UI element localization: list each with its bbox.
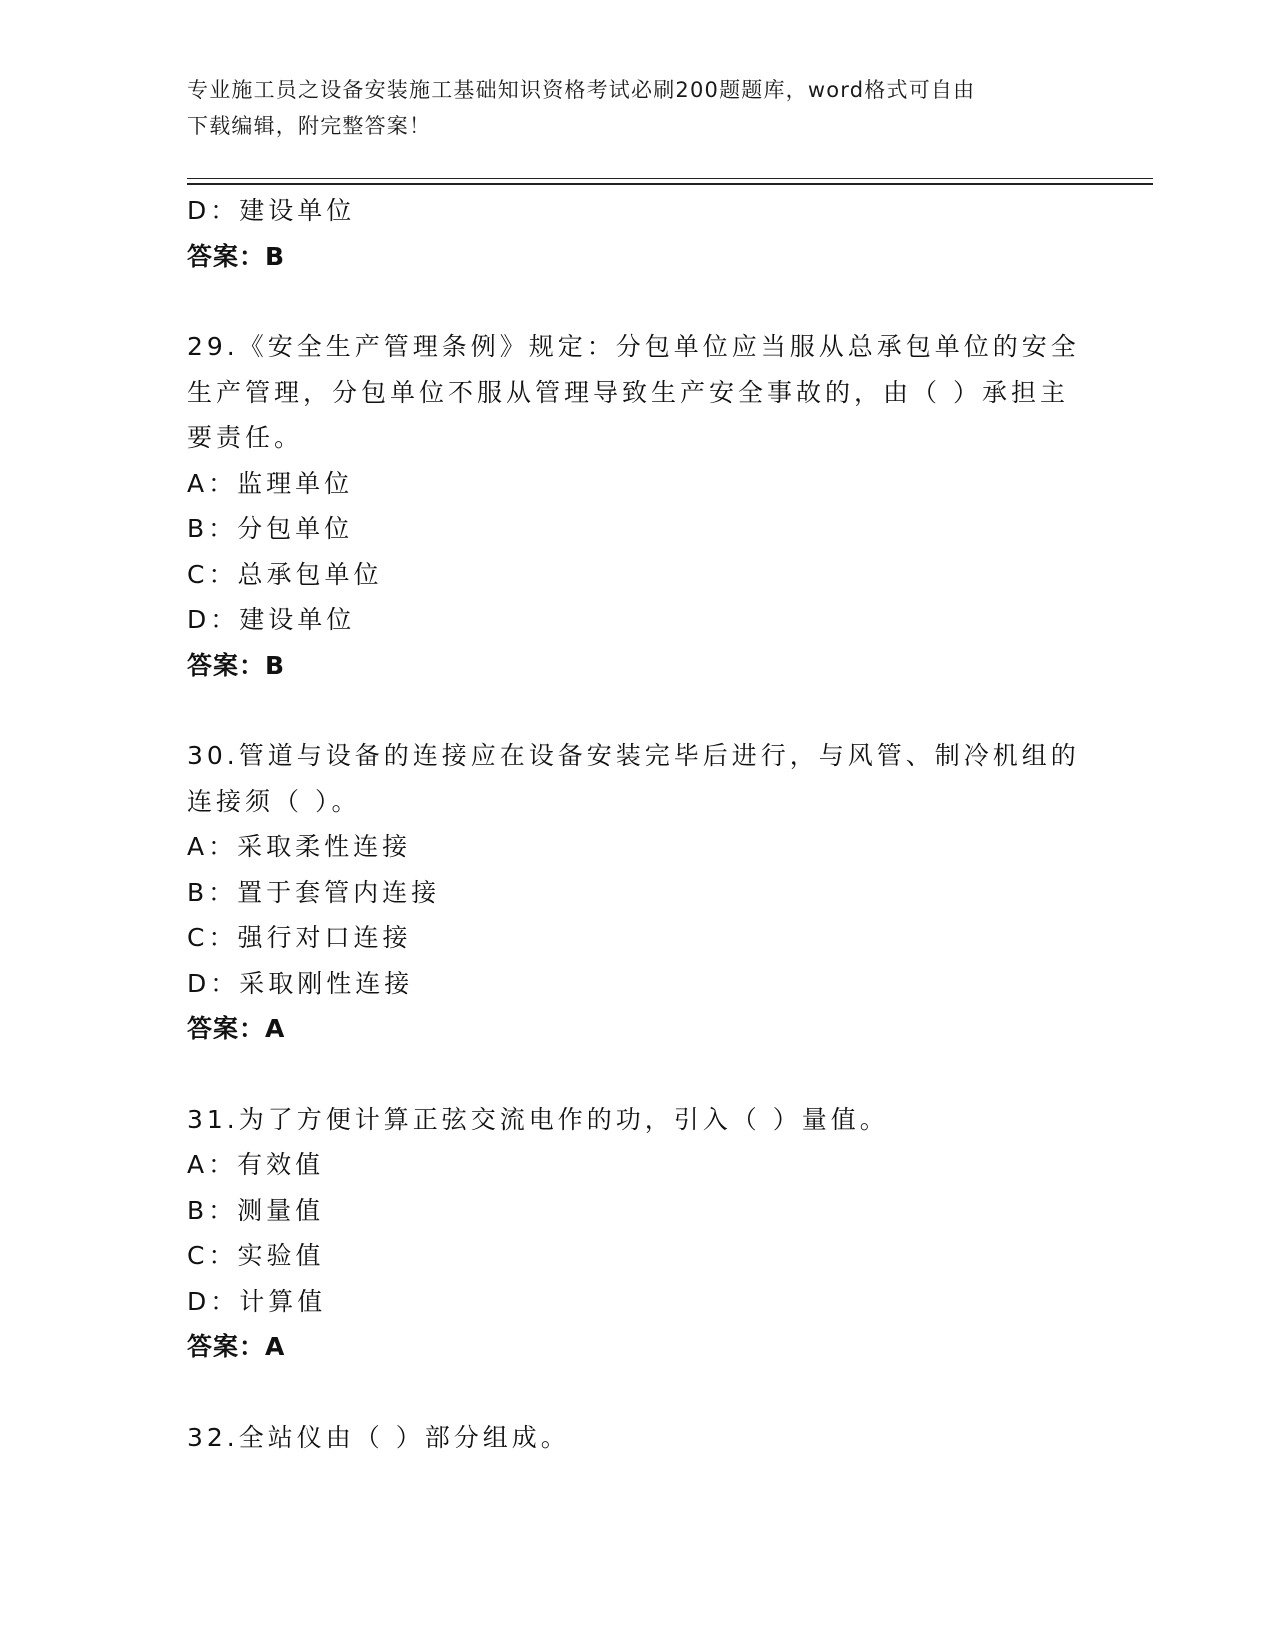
option-d: D：计算值	[187, 1286, 327, 1316]
question-list	[187, 188, 1087, 1460]
question-30	[187, 733, 1087, 1052]
question-stem-line: 连接须（ ）。	[187, 786, 361, 816]
spacer	[187, 1370, 1087, 1415]
spacer	[187, 1052, 1087, 1097]
option-d: D：建设单位	[187, 605, 356, 634]
header-line-1: 专业施工员之设备安装施工基础知识资格考试必刷200题题库，word格式可自由	[187, 78, 976, 102]
question-stem-line: 30.管道与设备的连接应在设备安装完毕后进行，与风管、制冷机组的	[187, 741, 1080, 770]
option-c: C：实验值	[187, 1241, 325, 1270]
option-d: D：采取刚性连接	[187, 968, 414, 998]
question-stem-line: 32.全站仪由（ ）部分组成。	[187, 1422, 570, 1452]
option-a: A：采取柔性连接	[187, 832, 412, 861]
option-b: B：置于套管内连接	[187, 877, 441, 907]
question-stem-line: 要责任。	[187, 423, 304, 452]
option-d: D：建设单位	[187, 196, 356, 225]
header-line-2: 下载编辑，附完整答案！	[187, 114, 432, 138]
option-c: C：总承包单位	[187, 559, 383, 589]
option-a: A：有效值	[187, 1150, 325, 1179]
header-rule-thin	[187, 178, 1153, 179]
question-stem-line: 生产管理，分包单位不服从管理导致生产安全事故的，由（ ）承担主	[187, 377, 1069, 407]
header-rule-thick	[187, 183, 1153, 185]
question-29	[187, 324, 1087, 688]
question-31	[187, 1097, 1087, 1370]
answer-line: 答案：A	[187, 1332, 286, 1361]
option-c: C：强行对口连接	[187, 923, 412, 952]
spacer	[187, 688, 1087, 733]
option-b: B：分包单位	[187, 514, 354, 543]
answer-line: 答案：A	[187, 1014, 286, 1043]
answer-line: 答案：B	[187, 241, 286, 271]
answer-line: 答案：B	[187, 650, 286, 680]
option-a: A：监理单位	[187, 468, 354, 498]
question-32	[187, 1415, 1087, 1461]
spacer	[187, 279, 1087, 324]
previous-question-tail	[187, 188, 1087, 279]
document-header	[187, 72, 1067, 144]
question-stem-line: 31.为了方便计算正弦交流电作的功，引入（ ）量值。	[187, 1104, 889, 1134]
question-stem-line: 29.《安全生产管理条例》规定：分包单位应当服从总承包单位的安全	[187, 332, 1080, 361]
option-b: B：测量值	[187, 1195, 325, 1225]
